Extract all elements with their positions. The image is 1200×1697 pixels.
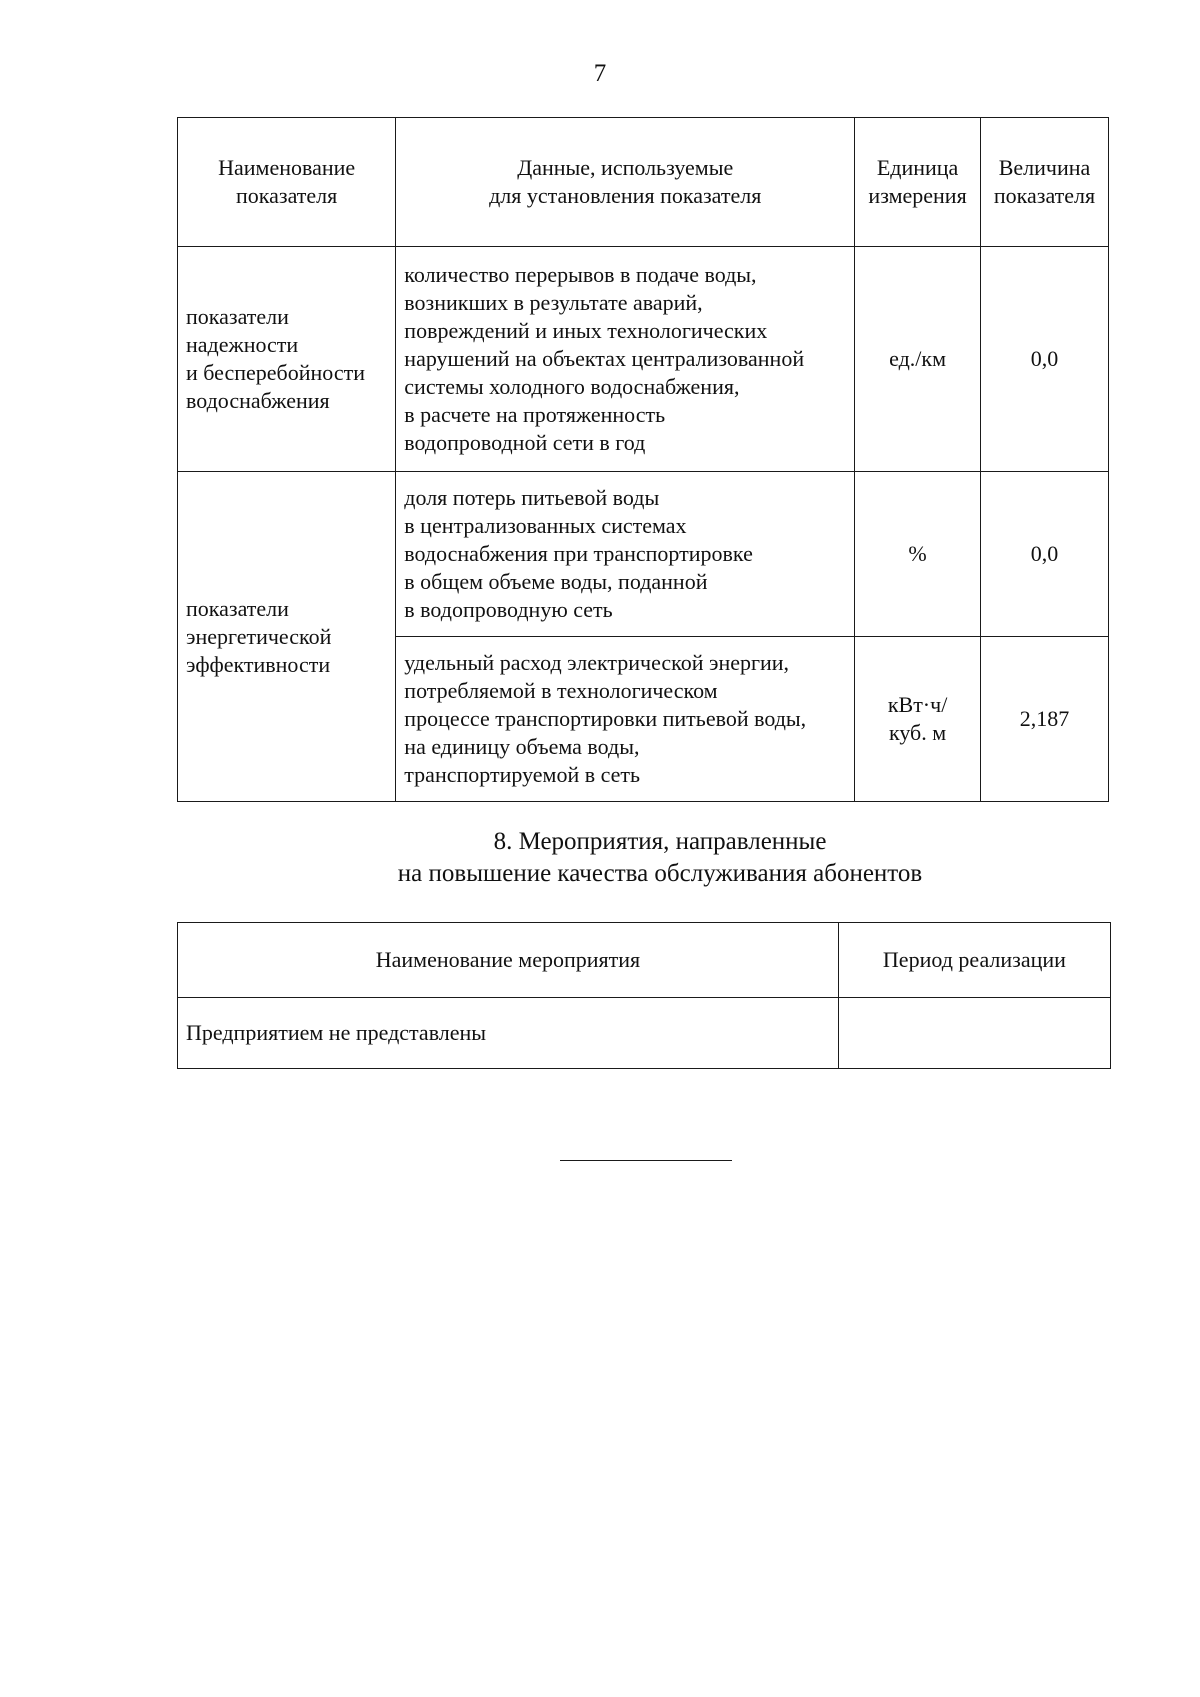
cell-text: потребляемой в технологическом <box>404 678 718 703</box>
header-indicator-name <box>178 118 396 247</box>
header-text: измерения <box>868 183 967 208</box>
cell-text: водоснабжения при транспортировке <box>404 541 753 566</box>
cell-text: кВт·ч/ <box>887 692 948 717</box>
cell-text: водоснабжения <box>186 388 330 413</box>
page-number: 7 <box>593 60 607 87</box>
cell-text: доля потерь питьевой воды <box>404 485 660 510</box>
indicator-group-reliability <box>178 247 396 472</box>
cell-text: нарушений на объектах централизованной <box>404 346 805 371</box>
measures-table <box>177 922 1111 1069</box>
cell-text: в водопроводную сеть <box>404 597 613 622</box>
indicator-group-energy <box>178 472 396 802</box>
cell-text: удельный расход электрической энергии, <box>404 650 790 675</box>
header-text: показателя <box>236 183 338 208</box>
header-text: Наименование <box>218 155 356 180</box>
header-text: Данные, используемые <box>517 155 734 180</box>
cell-text: энергетической <box>186 623 332 649</box>
measure-name-cell: Предприятием не представлены <box>178 998 839 1069</box>
indicator-data-cell <box>396 472 855 637</box>
cell-text: эффективности <box>186 651 331 677</box>
header-text: Величина <box>998 155 1091 180</box>
section-title-line: на повышение качества обслуживания абонентов <box>397 860 923 887</box>
cell-text: водопроводной сети в год <box>404 430 646 455</box>
indicator-unit-cell <box>855 247 981 472</box>
cell-text: повреждений и иных технологических <box>404 318 768 343</box>
header-measure-name: Наименование мероприятия <box>178 923 839 998</box>
indicators-table <box>177 117 1109 802</box>
section-8-title <box>0 826 1200 890</box>
indicator-unit-cell <box>855 472 981 637</box>
table-row <box>178 247 1109 472</box>
cell-text: показатели <box>186 304 289 329</box>
indicator-data-cell <box>396 247 855 472</box>
table-row <box>178 472 1109 637</box>
cell-text: ед./км <box>889 346 947 371</box>
header-text: показателя <box>993 183 1096 208</box>
cell-text: транспортируемой в сеть <box>404 762 641 787</box>
table-row <box>178 998 1111 1069</box>
cell-text: процессе транспортировки питьевой воды, <box>404 706 807 731</box>
cell-text: системы холодного водоснабжения, <box>404 374 740 399</box>
cell-text: возникших в результате аварий, <box>404 290 703 315</box>
indicator-data-cell <box>396 637 855 802</box>
indicator-value-cell: 0,0 <box>980 472 1108 637</box>
cell-text: в общем объеме воды, поданной <box>404 569 708 594</box>
cell-text: в централизованных системах <box>404 513 687 538</box>
cell-text: в расчете на протяженность <box>404 402 666 427</box>
header-data-used <box>396 118 855 247</box>
measure-period-cell <box>838 998 1110 1069</box>
header-text: Единица <box>876 155 959 180</box>
indicator-value-cell: 2,187 <box>980 637 1108 802</box>
cell-text: надежности <box>186 332 299 357</box>
cell-text: % <box>908 541 927 566</box>
section-title-line: 8. Мероприятия, направленные <box>493 828 827 855</box>
header-value <box>980 118 1108 247</box>
cell-text: на единицу объема воды, <box>404 734 640 759</box>
table-header-row <box>178 923 1111 998</box>
indicator-value-cell: 0,0 <box>980 247 1108 472</box>
cell-text: куб. м <box>888 720 947 745</box>
indicator-unit-cell <box>855 637 981 802</box>
cell-text: и бесперебойности <box>186 360 365 385</box>
end-divider <box>560 1160 732 1161</box>
cell-text: количество перерывов в подаче воды, <box>404 262 757 287</box>
cell-text: показатели <box>186 595 289 621</box>
table-header-row <box>178 118 1109 247</box>
header-text: для установления показателя <box>489 183 762 208</box>
header-period: Период реализации <box>838 923 1110 998</box>
header-unit <box>855 118 981 247</box>
